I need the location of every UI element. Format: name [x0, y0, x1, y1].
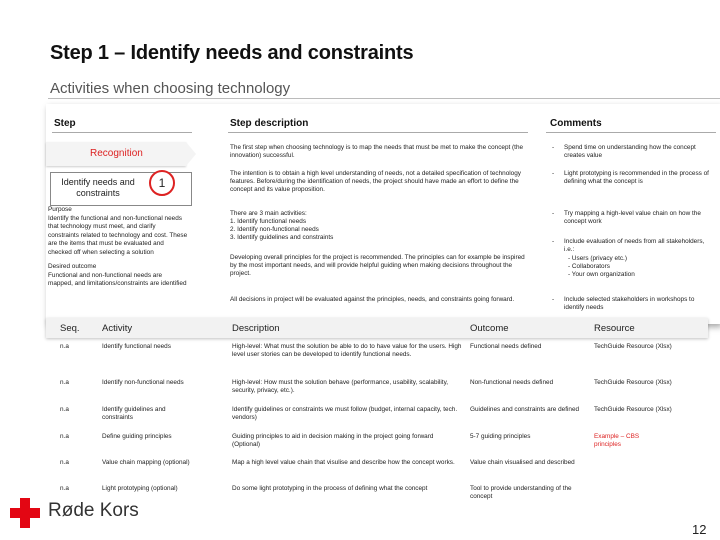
- table-row-5-activity: Light prototyping (optional): [102, 485, 178, 492]
- column-header-resource: Resource: [594, 323, 635, 334]
- header-rule-step: [52, 132, 192, 133]
- column-header-activity: Activity: [102, 323, 133, 334]
- table-row-0-seq: n.a: [60, 343, 69, 350]
- table-row-3-activity: Define guiding principles: [102, 433, 172, 440]
- comment-4-collaborators: - Collaborators: [568, 263, 610, 270]
- comment-4-users: - Users (privacy etc.): [568, 255, 627, 262]
- table-row-3-seq: n.a: [60, 433, 69, 440]
- table-row-0-activity: Identify functional needs: [102, 343, 171, 350]
- step-number-badge: 1: [149, 170, 175, 196]
- activities-table: [46, 318, 708, 506]
- step-panel: [46, 104, 720, 324]
- table-row-4-description: Map a high level value chain that visulise and describe how the concept works.: [232, 459, 455, 466]
- header-rule-comments: [546, 132, 716, 133]
- slide-subtitle: Activities when choosing technology: [50, 80, 291, 97]
- table-row-4-outcome: Value chain visualised and described: [470, 459, 575, 466]
- purpose-text: Identify the functional and non-functional needs that technology must meet, and clarify constraints related to technology and cost. These are the items that must be evaluated and checked off when selecting a solution: [48, 214, 188, 256]
- purpose-label: Purpose: [48, 206, 72, 213]
- comment-5: Include selected stakeholders in workshops to identify needs: [564, 296, 695, 312]
- red-cross-icon: [10, 498, 40, 528]
- header-rule-description: [228, 132, 528, 133]
- table-row-1-seq: n.a: [60, 379, 69, 386]
- comment-4: Include evaluation of needs from all stakeholders, i.e.:: [564, 238, 705, 254]
- table-row-1-activity: Identify non-functional needs: [102, 379, 184, 386]
- description-paragraph-2: The intention is to obtain a high level understanding of needs, not a detailed specification of technology features. Before/during the identification of needs, the project should have made an effort to define the concept and its value proposition.: [230, 170, 521, 194]
- table-row-1-outcome: Non-functional needs defined: [470, 379, 554, 386]
- comment-2: Light prototyping is recommended in the process of defining what the concept is: [564, 170, 709, 186]
- table-row-4-activity: Value chain mapping (optional): [102, 459, 190, 466]
- comment-bullet: -: [552, 296, 555, 303]
- table-row-1-description: High-level: How must the solution behave (performance, usability, scalability, security, privacy, etc.).: [232, 379, 449, 395]
- description-activity-3: 3. Identify guidelines and constraints: [230, 234, 334, 241]
- header-step: Step: [54, 118, 76, 129]
- activities-table-header: [46, 318, 708, 338]
- comment-4-organization: - Your own organization: [568, 271, 635, 278]
- table-row-2-seq: n.a: [60, 406, 69, 413]
- table-row-0-resource: TechGuide Resource (Xlsx): [594, 343, 672, 350]
- comment-1: Spend time on understanding how the concept creates value: [564, 144, 696, 160]
- column-header-outcome: Outcome: [470, 323, 509, 334]
- slide-title: Step 1 – Identify needs and constraints: [50, 42, 414, 64]
- description-activity-2: 2. Identify non-functional needs: [230, 226, 319, 233]
- table-row-5-seq: n.a: [60, 485, 69, 492]
- table-row-2-activity: Identify guidelines and constraints: [102, 406, 166, 422]
- table-row-2-description: Identify guidelines or constraints we must follow (budget, internal capacity, tech. vendors): [232, 406, 458, 422]
- step-name: Identify needs and constraints: [61, 177, 135, 198]
- table-row-0-description: High-level: What must the solution be able to do to have value for the users. High level user stories can be developed to identify functional needs.: [232, 343, 462, 359]
- purpose-block: [48, 206, 188, 289]
- comment-bullet: -: [552, 144, 555, 151]
- subtitle-divider: [48, 98, 720, 99]
- comment-bullet: -: [552, 210, 555, 217]
- table-row-3-description: Guiding principles to aid in decision making in the project going forward (Optional): [232, 433, 434, 449]
- outcome-text: Functional and non-functional needs are mapped, and limitations/constraints are identified: [48, 271, 187, 287]
- outcome-label: Desired outcome: [48, 263, 97, 270]
- column-header-description: Description: [232, 323, 280, 334]
- table-row-0-outcome: Functional needs defined: [470, 343, 542, 350]
- description-activity-1: 1. Identify functional needs: [230, 218, 307, 225]
- logo-text: Røde Kors: [48, 500, 139, 521]
- table-row-2-resource: TechGuide Resource (Xlsx): [594, 406, 672, 413]
- table-row-5-description: Do some light prototyping in the process of defining what the concept: [232, 485, 428, 492]
- table-row-3-outcome: 5-7 guiding principles: [470, 433, 531, 440]
- description-paragraph-principles: Developing overall principles for the project is recommended. The principles can for example be inspired by the most important needs, and will provide helpful guiding when making decisions throughout the project.: [230, 254, 525, 278]
- page-number: 12: [692, 522, 707, 537]
- table-row-5-outcome: Tool to provide understanding of the concept: [470, 485, 572, 501]
- description-activities-intro: There are 3 main activities:: [230, 210, 307, 217]
- description-paragraph-decisions: All decisions in project will be evaluated against the principles, needs, and constraints going forward.: [230, 296, 515, 303]
- table-row-1-resource: TechGuide Resource (Xlsx): [594, 379, 672, 386]
- comment-bullet: -: [552, 238, 555, 245]
- table-row-2-outcome: Guidelines and constraints are defined: [470, 406, 580, 413]
- column-header-seq: Seq.: [60, 323, 80, 334]
- header-step-description: Step description: [230, 118, 309, 129]
- phase-label: Recognition: [90, 148, 143, 159]
- table-row-4-seq: n.a: [60, 459, 69, 466]
- description-paragraph-1: The first step when choosing technology is to map the needs that must be met to make the concept (the innovation) successful.: [230, 144, 524, 160]
- header-comments: Comments: [550, 118, 602, 129]
- comment-bullet: -: [552, 170, 555, 177]
- table-row-3-resource-link[interactable]: Example – CBS principles: [594, 433, 640, 449]
- comment-3: Try mapping a high-level value chain on how the concept work: [564, 210, 701, 226]
